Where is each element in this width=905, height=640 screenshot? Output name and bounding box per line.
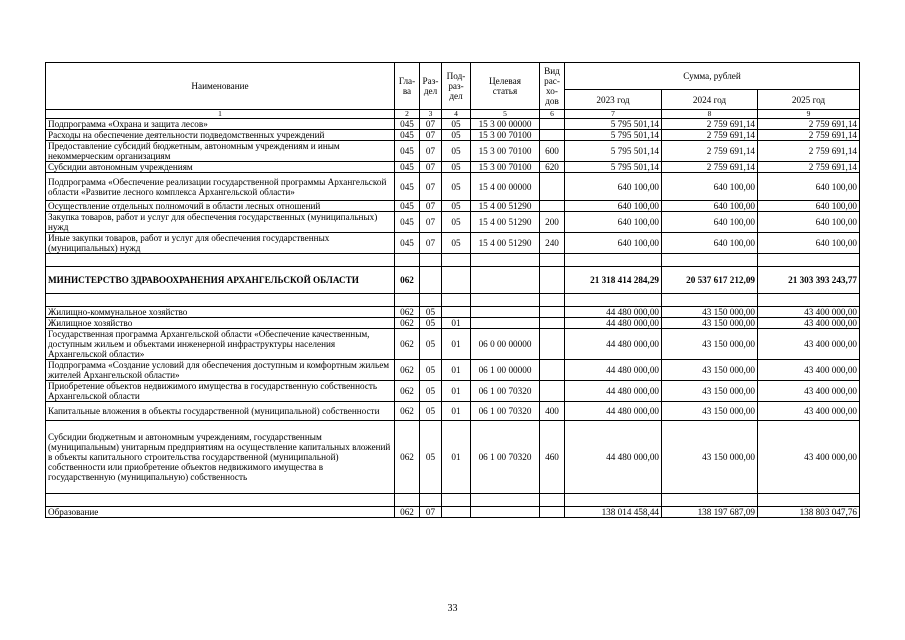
row-glava	[395, 294, 420, 307]
row-glava: 062	[395, 507, 420, 518]
budget-table	[45, 62, 860, 518]
row-celevaya: 15 4 00 51290	[471, 212, 540, 233]
row-sum-2024: 2 759 691,14	[662, 130, 758, 141]
row-sum-2024: 43 150 000,00	[662, 318, 758, 329]
col-number: 5	[471, 110, 540, 119]
row-podrazdel: 05	[442, 141, 471, 162]
row-razdel: 07	[420, 233, 442, 254]
row-sum-2023: 44 480 000,00	[565, 329, 662, 360]
row-sum-2025: 138 803 047,76	[758, 507, 860, 518]
row-celevaya	[471, 318, 540, 329]
row-celevaya: 15 3 00 70100	[471, 162, 540, 173]
row-vid	[540, 254, 565, 267]
row-vid	[540, 318, 565, 329]
row-name: МИНИСТЕРСТВО ЗДРАВООХРАНЕНИЯ АРХАНГЕЛЬСКОЙ ОБЛАСТИ	[46, 267, 395, 294]
table-row	[46, 381, 860, 402]
row-sum-2025: 640 100,00	[758, 201, 860, 212]
row-glava: 062	[395, 329, 420, 360]
row-sum-2023: 44 480 000,00	[565, 318, 662, 329]
row-sum-2023: 138 014 458,44	[565, 507, 662, 518]
row-glava: 045	[395, 173, 420, 201]
row-glava: 062	[395, 421, 420, 494]
table-row	[46, 254, 860, 267]
row-name: Подпрограмма «Создание условий для обеспечения доступным и комфортным жильем жителей Архангельской области»	[46, 360, 395, 381]
row-name	[46, 254, 395, 267]
table-row	[46, 507, 860, 518]
row-glava	[395, 494, 420, 507]
row-name	[46, 294, 395, 307]
row-razdel: 07	[420, 119, 442, 130]
row-sum-2023: 44 480 000,00	[565, 421, 662, 494]
row-vid	[540, 130, 565, 141]
row-podrazdel: 01	[442, 329, 471, 360]
row-vid	[540, 507, 565, 518]
header-year-2023: 2023 год	[565, 90, 662, 110]
row-name	[46, 494, 395, 507]
row-vid	[540, 267, 565, 294]
row-sum-2024: 2 759 691,14	[662, 162, 758, 173]
row-razdel: 05	[420, 421, 442, 494]
row-sum-2024: 640 100,00	[662, 233, 758, 254]
col-number: 3	[420, 110, 442, 119]
row-vid: 200	[540, 212, 565, 233]
row-sum-2023: 640 100,00	[565, 212, 662, 233]
row-sum-2025: 43 400 000,00	[758, 318, 860, 329]
row-sum-2025: 43 400 000,00	[758, 402, 860, 421]
row-sum-2025: 2 759 691,14	[758, 130, 860, 141]
table-row	[46, 173, 860, 201]
row-vid: 400	[540, 402, 565, 421]
col-number: 6	[540, 110, 565, 119]
row-sum-2023	[565, 494, 662, 507]
header-summa: Сумма, рублей	[565, 63, 860, 90]
row-podrazdel: 01	[442, 402, 471, 421]
row-celevaya: 15 3 00 70100	[471, 130, 540, 141]
row-name: Образование	[46, 507, 395, 518]
table-row	[46, 130, 860, 141]
page-number: 33	[447, 603, 458, 614]
row-sum-2024	[662, 254, 758, 267]
row-sum-2023: 5 795 501,14	[565, 119, 662, 130]
row-sum-2025: 43 400 000,00	[758, 421, 860, 494]
row-sum-2023: 5 795 501,14	[565, 162, 662, 173]
row-celevaya: 15 4 00 00000	[471, 173, 540, 201]
row-podrazdel	[442, 254, 471, 267]
header-glava-text: Гла- ва	[398, 76, 416, 96]
row-celevaya	[471, 294, 540, 307]
row-podrazdel: 05	[442, 173, 471, 201]
row-celevaya: 15 4 00 51290	[471, 233, 540, 254]
row-celevaya: 15 3 00 70100	[471, 141, 540, 162]
col-number: 4	[442, 110, 471, 119]
row-celevaya: 06 1 00 00000	[471, 360, 540, 381]
table-row	[46, 421, 860, 494]
row-glava: 062	[395, 307, 420, 318]
row-vid	[540, 360, 565, 381]
row-sum-2023: 5 795 501,14	[565, 141, 662, 162]
row-name: Расходы на обеспечение деятельности подведомственных учреждений	[46, 130, 395, 141]
row-sum-2024: 43 150 000,00	[662, 402, 758, 421]
row-razdel: 07	[420, 212, 442, 233]
row-podrazdel: 05	[442, 162, 471, 173]
row-name: Предоставление субсидий бюджетным, автономным учреждениям и иным некоммерческим организациям	[46, 141, 395, 162]
row-name: Субсидии бюджетным и автономным учреждениям, государственным (муниципальным) унитарным предприятиям на осуществление капитальных вложений в объекты капитального строительства государственной (муниципальной) собственности или приобретение объектов недвижимого имущества в государственную (муниципальную) собственность	[46, 421, 395, 494]
col-number: 2	[395, 110, 420, 119]
row-sum-2023	[565, 254, 662, 267]
row-sum-2023: 640 100,00	[565, 173, 662, 201]
row-sum-2023: 44 480 000,00	[565, 360, 662, 381]
row-sum-2024: 43 150 000,00	[662, 360, 758, 381]
row-name: Субсидии автономным учреждениям	[46, 162, 395, 173]
row-vid: 240	[540, 233, 565, 254]
header-vid-text: Вид рас- хо- дов	[544, 66, 560, 106]
row-razdel	[420, 494, 442, 507]
header-podrazdel	[442, 63, 471, 110]
row-glava: 062	[395, 267, 420, 294]
row-podrazdel: 01	[442, 360, 471, 381]
row-podrazdel	[442, 507, 471, 518]
row-vid	[540, 307, 565, 318]
row-sum-2024: 640 100,00	[662, 173, 758, 201]
row-glava	[395, 254, 420, 267]
row-podrazdel: 05	[442, 212, 471, 233]
row-podrazdel: 01	[442, 318, 471, 329]
table-row	[46, 294, 860, 307]
col-number: 7	[565, 110, 662, 119]
row-sum-2025	[758, 294, 860, 307]
header-razdel-text: Раз- дел	[422, 76, 439, 96]
row-podrazdel	[442, 267, 471, 294]
table-row	[46, 494, 860, 507]
row-sum-2024	[662, 294, 758, 307]
row-name: Закупка товаров, работ и услуг для обеспечения государственных (муниципальных) нужд	[46, 212, 395, 233]
row-sum-2025: 640 100,00	[758, 212, 860, 233]
row-celevaya	[471, 307, 540, 318]
column-number-row	[46, 110, 860, 119]
row-sum-2024: 2 759 691,14	[662, 141, 758, 162]
header-glava	[395, 63, 420, 110]
row-celevaya: 06 1 00 70320	[471, 402, 540, 421]
row-name: Капитальные вложения в объекты государственной (муниципальной) собственности	[46, 402, 395, 421]
row-sum-2023: 640 100,00	[565, 201, 662, 212]
row-razdel	[420, 254, 442, 267]
row-sum-2024: 43 150 000,00	[662, 307, 758, 318]
row-glava: 045	[395, 212, 420, 233]
row-vid	[540, 494, 565, 507]
row-razdel: 07	[420, 201, 442, 212]
row-vid	[540, 173, 565, 201]
row-sum-2023: 44 480 000,00	[565, 307, 662, 318]
row-name: Подпрограмма «Обеспечение реализации государственной программы Архангельской области «Развитие лесного комплекса Архангельской области»	[46, 173, 395, 201]
row-podrazdel: 05	[442, 233, 471, 254]
row-sum-2025: 43 400 000,00	[758, 381, 860, 402]
row-podrazdel: 05	[442, 130, 471, 141]
row-sum-2025: 2 759 691,14	[758, 119, 860, 130]
row-vid: 620	[540, 162, 565, 173]
row-sum-2025: 640 100,00	[758, 233, 860, 254]
table-row	[46, 119, 860, 130]
row-sum-2023: 5 795 501,14	[565, 130, 662, 141]
row-razdel: 05	[420, 381, 442, 402]
row-sum-2025: 640 100,00	[758, 173, 860, 201]
row-sum-2023: 44 480 000,00	[565, 381, 662, 402]
row-razdel: 07	[420, 173, 442, 201]
row-podrazdel: 05	[442, 119, 471, 130]
row-name: Подпрограмма «Охрана и защита лесов»	[46, 119, 395, 130]
row-sum-2024: 2 759 691,14	[662, 119, 758, 130]
col-number: 1	[46, 110, 395, 119]
row-glava: 062	[395, 318, 420, 329]
row-glava: 062	[395, 402, 420, 421]
row-sum-2024: 43 150 000,00	[662, 329, 758, 360]
header-razdel	[420, 63, 442, 110]
row-glava: 045	[395, 201, 420, 212]
row-podrazdel: 05	[442, 201, 471, 212]
row-razdel: 05	[420, 318, 442, 329]
row-glava: 062	[395, 360, 420, 381]
table-row	[46, 212, 860, 233]
row-glava: 045	[395, 119, 420, 130]
row-celevaya: 06 0 00 00000	[471, 329, 540, 360]
row-razdel	[420, 267, 442, 294]
row-sum-2025: 21 303 393 243,77	[758, 267, 860, 294]
row-name: Жилищное хозяйство	[46, 318, 395, 329]
row-vid	[540, 201, 565, 212]
row-sum-2025: 43 400 000,00	[758, 307, 860, 318]
row-name: Жилищно-коммунальное хозяйство	[46, 307, 395, 318]
row-vid: 600	[540, 141, 565, 162]
row-sum-2024: 640 100,00	[662, 201, 758, 212]
row-sum-2024: 20 537 617 212,09	[662, 267, 758, 294]
table-row	[46, 162, 860, 173]
row-vid	[540, 381, 565, 402]
row-sum-2025: 2 759 691,14	[758, 141, 860, 162]
row-celevaya	[471, 507, 540, 518]
table-row	[46, 267, 860, 294]
row-glava: 045	[395, 162, 420, 173]
row-sum-2025: 43 400 000,00	[758, 329, 860, 360]
row-podrazdel	[442, 307, 471, 318]
row-celevaya	[471, 267, 540, 294]
row-sum-2024: 138 197 687,09	[662, 507, 758, 518]
row-sum-2024: 640 100,00	[662, 212, 758, 233]
row-celevaya: 15 3 00 00000	[471, 119, 540, 130]
row-celevaya	[471, 494, 540, 507]
table-row	[46, 402, 860, 421]
row-sum-2023: 640 100,00	[565, 233, 662, 254]
header-celevaya	[471, 63, 540, 110]
table-row	[46, 318, 860, 329]
row-vid: 460	[540, 421, 565, 494]
row-razdel: 07	[420, 162, 442, 173]
row-sum-2024: 43 150 000,00	[662, 381, 758, 402]
row-celevaya	[471, 254, 540, 267]
row-name: Государственная программа Архангельской области «Обеспечение качественным, доступным жильем и объектами инженерной инфраструктуры населения Архангельской области»	[46, 329, 395, 360]
row-sum-2025	[758, 254, 860, 267]
table-row	[46, 141, 860, 162]
row-sum-2023: 21 318 414 284,29	[565, 267, 662, 294]
row-vid	[540, 119, 565, 130]
row-sum-2024	[662, 494, 758, 507]
row-sum-2023: 44 480 000,00	[565, 402, 662, 421]
row-celevaya: 06 1 00 70320	[471, 381, 540, 402]
row-razdel: 05	[420, 402, 442, 421]
row-sum-2025	[758, 494, 860, 507]
header-celevaya-text: Целевая статья	[489, 76, 521, 96]
row-glava: 045	[395, 130, 420, 141]
row-celevaya: 06 1 00 70320	[471, 421, 540, 494]
row-razdel: 05	[420, 329, 442, 360]
row-razdel: 07	[420, 130, 442, 141]
row-razdel: 07	[420, 507, 442, 518]
row-vid	[540, 294, 565, 307]
table-body	[46, 119, 860, 518]
row-sum-2025: 43 400 000,00	[758, 360, 860, 381]
header-vid	[540, 63, 565, 110]
row-glava: 045	[395, 233, 420, 254]
col-number: 8	[662, 110, 758, 119]
table-row	[46, 233, 860, 254]
table-row	[46, 329, 860, 360]
row-sum-2024: 43 150 000,00	[662, 421, 758, 494]
row-podrazdel: 01	[442, 381, 471, 402]
row-razdel: 07	[420, 141, 442, 162]
row-name: Приобретение объектов недвижимого имущества в государственную собственность Архангельской области	[46, 381, 395, 402]
table-row	[46, 307, 860, 318]
header-podrazdel-text: Под- раз- дел	[446, 71, 466, 101]
row-glava: 045	[395, 141, 420, 162]
row-glava: 062	[395, 381, 420, 402]
row-razdel: 05	[420, 360, 442, 381]
row-name: Осуществление отдельных полномочий в области лесных отношений	[46, 201, 395, 212]
row-sum-2023	[565, 294, 662, 307]
row-celevaya: 15 4 00 51290	[471, 201, 540, 212]
row-vid	[540, 329, 565, 360]
header-year-2025: 2025 год	[758, 90, 860, 110]
col-number: 9	[758, 110, 860, 119]
row-name: Иные закупки товаров, работ и услуг для обеспечения государственных (муниципальных) нужд	[46, 233, 395, 254]
row-razdel	[420, 294, 442, 307]
row-podrazdel	[442, 294, 471, 307]
header-name: Наименование	[46, 63, 395, 110]
table-row	[46, 360, 860, 381]
row-sum-2025: 2 759 691,14	[758, 162, 860, 173]
header-year-2024: 2024 год	[662, 90, 758, 110]
row-podrazdel	[442, 494, 471, 507]
table-row	[46, 201, 860, 212]
row-podrazdel: 01	[442, 421, 471, 494]
row-razdel: 05	[420, 307, 442, 318]
